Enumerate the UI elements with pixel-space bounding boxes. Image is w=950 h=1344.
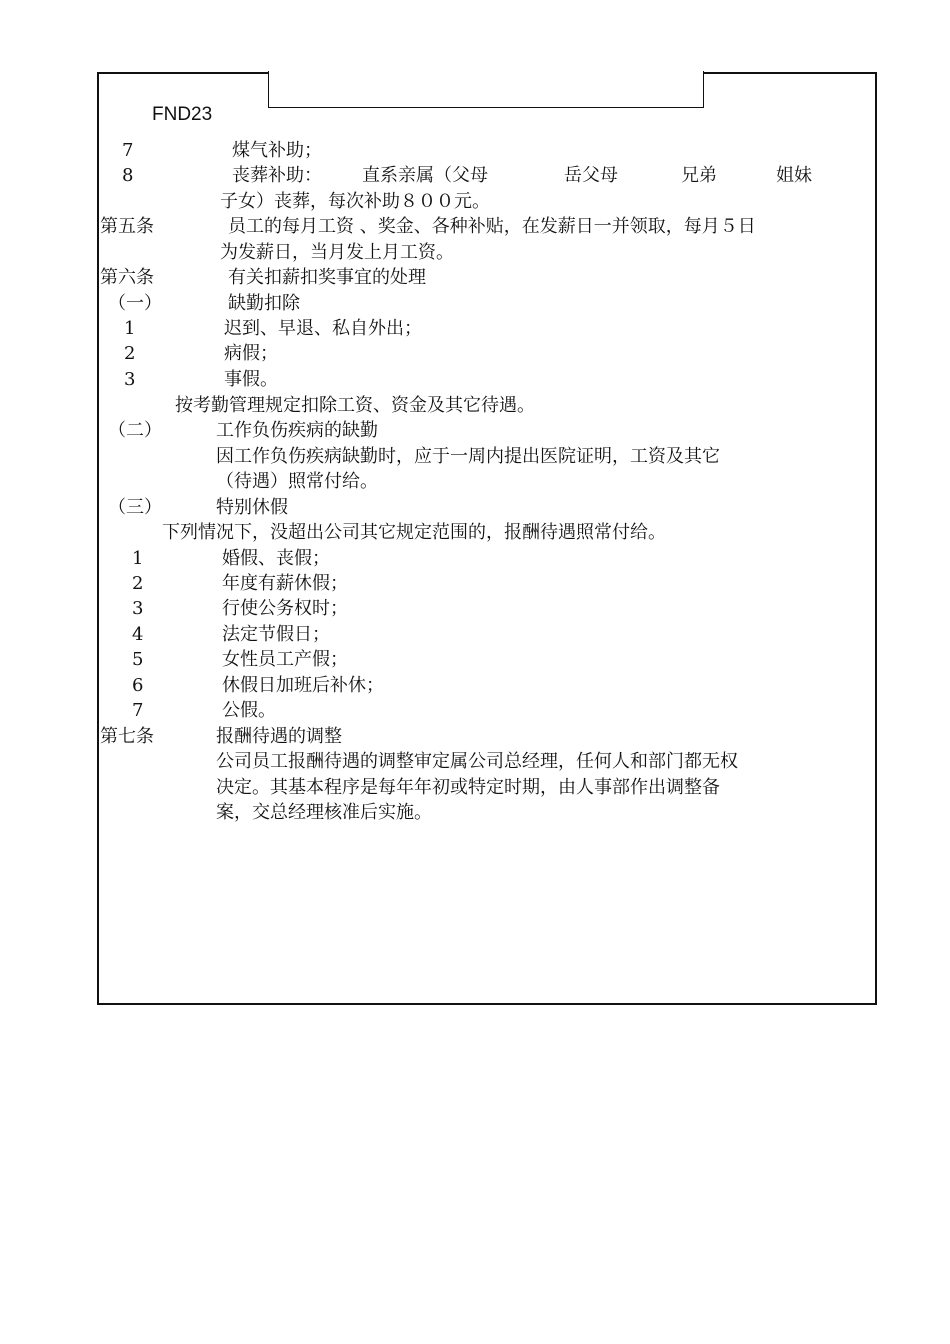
section-title: 特别休假 [216, 497, 288, 518]
item-number: 2 [124, 343, 136, 364]
article-heading: 第六条 [100, 267, 154, 288]
paragraph-text: 因工作负伤疾病缺勤时，应于一周内提出医院证明，工资及其它 [216, 446, 720, 467]
item-number: 1 [132, 548, 144, 569]
item-number: 4 [132, 624, 144, 645]
paragraph-text: 公司员工报酬待遇的调整审定属公司总经理，任何人和部门都无权 [216, 751, 738, 772]
item-number: 3 [132, 598, 144, 619]
section-number: （一） [108, 293, 162, 314]
item-text: 女性员工产假； [222, 649, 348, 670]
item-text: 公假。 [222, 700, 276, 721]
item-number: 5 [132, 649, 144, 670]
paragraph-text-continued: 决定。其基本程序是每年年初或特定时期，由人事部作出调整备 [216, 777, 720, 798]
article-text: 员工的每月工资 、奖金、各种补贴，在发薪日一并领取，每月５日 [228, 216, 756, 237]
item-text: 煤气补助； [232, 140, 322, 161]
paragraph-text-continued: 案，交总经理核准后实施。 [216, 802, 432, 823]
item-text: 丧葬补助： [232, 165, 322, 186]
article-title: 报酬待遇的调整 [216, 726, 342, 747]
header-box [268, 71, 704, 108]
article-heading: 第五条 [100, 216, 154, 237]
item-text: 婚假、丧假； [222, 548, 330, 569]
item-number: 2 [132, 573, 144, 594]
section-number: （三） [108, 497, 162, 518]
document-code: FND23 [152, 104, 213, 125]
item-number: 7 [132, 700, 144, 721]
paragraph-text: 下列情况下，没超出公司其它规定范围的，报酬待遇照常付给。 [162, 522, 666, 543]
article-heading: 第七条 [100, 726, 154, 747]
item-text: 法定节假日； [222, 624, 330, 645]
item-text: 年度有薪休假； [222, 573, 348, 594]
paragraph-text-continued: （待遇）照常付给。 [216, 471, 378, 492]
item-text: 直系亲属（父母 [362, 165, 488, 186]
item-text: 迟到、早退、私自外出； [224, 318, 422, 339]
item-text: 岳父母 [564, 165, 618, 186]
item-text: 姐妹 [776, 165, 812, 186]
item-number: 6 [132, 675, 144, 696]
section-number: （二） [108, 420, 162, 441]
item-number: 8 [122, 165, 134, 186]
item-text-continued: 子女）丧葬，每次补助８００元。 [220, 191, 490, 212]
item-text: 病假； [224, 343, 278, 364]
item-text: 兄弟 [681, 165, 717, 186]
item-number: 7 [122, 140, 134, 161]
paragraph-text: 按考勤管理规定扣除工资、资金及其它待遇。 [175, 395, 535, 416]
item-text: 事假。 [224, 369, 278, 390]
item-text: 行使公务权时； [222, 598, 348, 619]
article-title: 有关扣薪扣奖事宜的处理 [228, 267, 426, 288]
section-title: 缺勤扣除 [228, 293, 300, 314]
article-text-continued: 为发薪日，当月发上月工资。 [220, 242, 454, 263]
section-title: 工作负伤疾病的缺勤 [216, 420, 378, 441]
item-number: 3 [124, 369, 136, 390]
item-text: 休假日加班后补休； [222, 675, 384, 696]
item-number: 1 [124, 318, 136, 339]
